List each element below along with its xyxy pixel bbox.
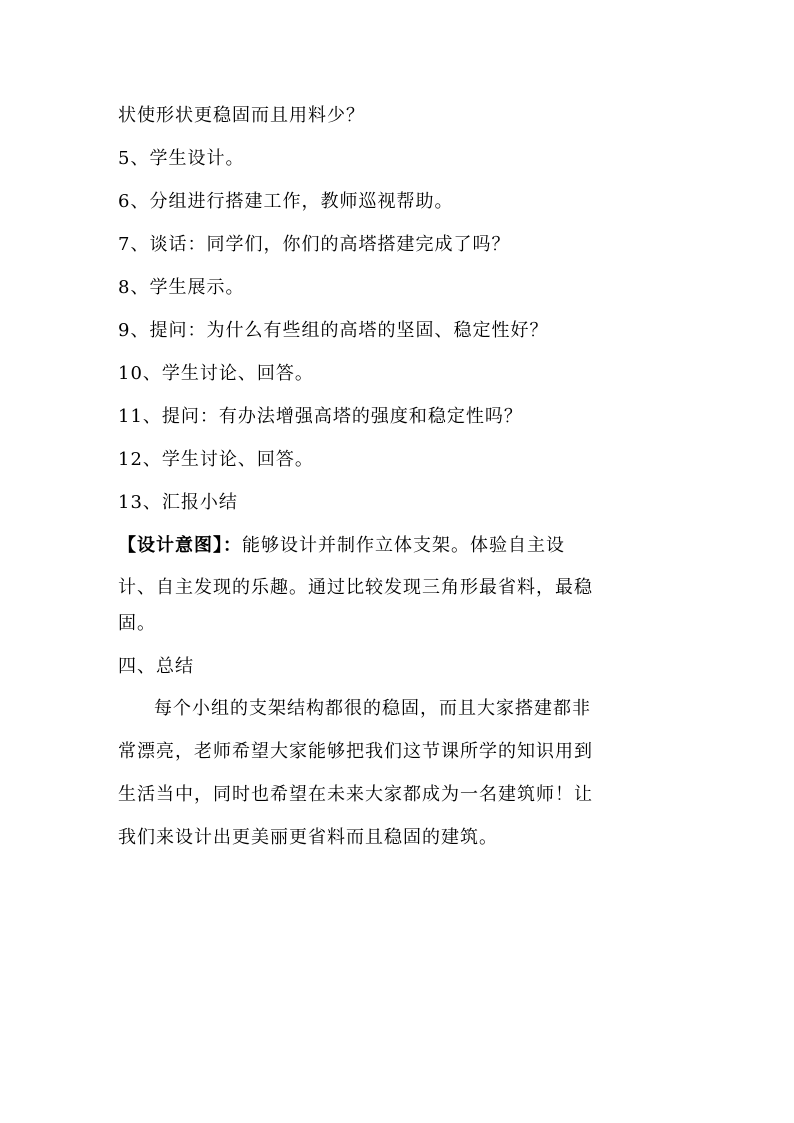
section-heading: 四、总结 bbox=[118, 656, 194, 677]
step-5: 5、学生设计。 bbox=[118, 148, 245, 169]
step-8: 8、学生展示。 bbox=[118, 277, 245, 298]
step-13: 13、汇报小结 bbox=[118, 492, 238, 513]
summary-line-4: 我们来设计出更美丽更省料而且稳固的建筑。 bbox=[118, 827, 498, 848]
design-intent-line-3: 固。 bbox=[118, 613, 156, 634]
step-10: 10、学生讨论、回答。 bbox=[118, 363, 314, 384]
design-intent-line-2: 计、自主发现的乐趣。通过比较发现三角形最省料，最稳 bbox=[118, 577, 593, 598]
step-6: 6、分组进行搭建工作，教师巡视帮助。 bbox=[118, 191, 454, 212]
text-line: 状使形状更稳固而且用料少？ bbox=[118, 105, 365, 126]
summary-line-3: 生活当中，同时也希望在未来大家都成为一名建筑师！让 bbox=[118, 784, 593, 805]
step-11: 11、提问：有办法增强高塔的强度和稳定性吗？ bbox=[118, 406, 523, 427]
step-7: 7、谈话：同学们，你们的高塔搭建完成了吗？ bbox=[118, 234, 511, 255]
design-intent-line-1 bbox=[118, 534, 658, 558]
summary-line-2: 常漂亮，老师希望大家能够把我们这节课所学的知识用到 bbox=[118, 741, 593, 762]
step-12: 12、学生讨论、回答。 bbox=[118, 449, 314, 470]
design-intent-label: 【设计意图】： bbox=[118, 535, 242, 556]
design-intent-text: 能够设计并制作立体支架。体验自主设 bbox=[242, 535, 565, 556]
step-9: 9、提问：为什么有些组的高塔的坚固、稳定性好？ bbox=[118, 320, 549, 341]
summary-line-1: 每个小组的支架结构都很的稳固，而且大家搭建都非 bbox=[154, 698, 591, 719]
